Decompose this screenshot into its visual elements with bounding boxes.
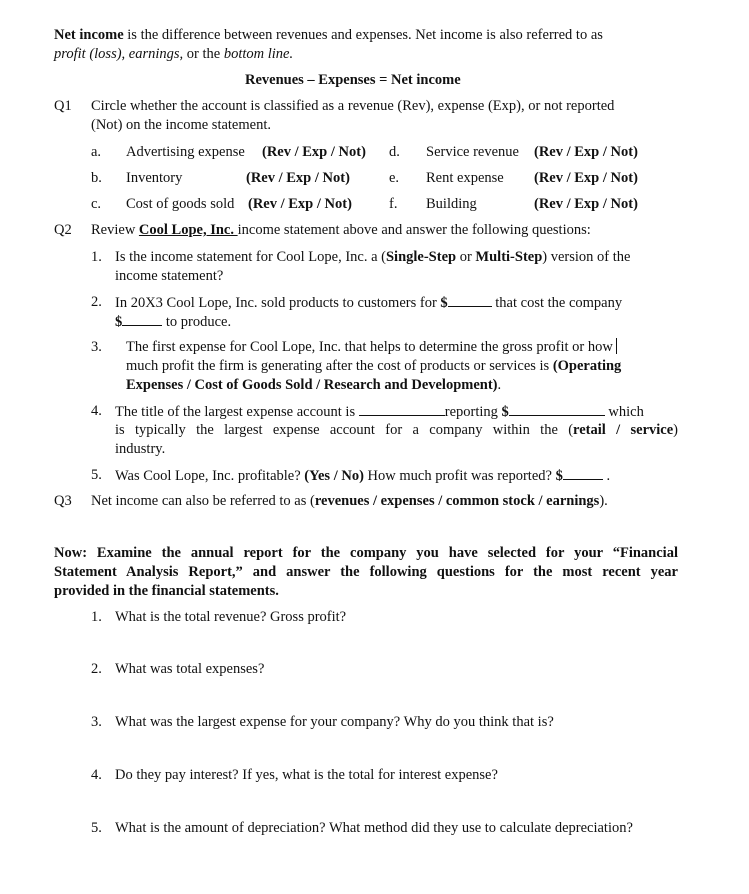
q1-item-a-options[interactable]: (Rev / Exp / Not) [262,144,366,160]
q1-item-f-label: Building [426,196,477,212]
q1-number: Q1 [54,98,72,114]
q2-item-5-line: Was Cool Lope, Inc. profitable? (Yes / No) How much profit was reported? $ . [115,468,611,484]
q2-item-2-line-2: $ to produce. [115,314,232,330]
net-income-synonym-options[interactable]: revenues / expenses / common stock / earnings [314,493,600,509]
text-cursor [616,338,617,354]
q2-item-1-number: 1. [91,249,102,265]
q1-item-e-letter: e. [389,170,400,186]
now-question-5-number: 5. [91,820,102,836]
expense-options[interactable]: Expenses / Cost of Goods Sold / Research and Development) [126,377,498,393]
q2-item-3-line-3: Expenses / Cost of Goods Sold / Research and Development). [126,377,502,393]
q2-item-4-number: 4. [91,403,102,419]
profit-amount-blank[interactable] [563,466,603,480]
net-income-term: Net income [54,27,124,43]
q2-item-2-line-1: In 20X3 Cool Lope, Inc. sold products to customers for $ that cost the company [115,295,623,311]
q1-item-e-options[interactable]: (Rev / Exp / Not) [534,170,638,186]
q1-item-b-letter: b. [91,170,102,186]
now-question-1-number: 1. [91,609,102,625]
intro-line-2: profit (loss), earnings, or the bottom line. [54,46,294,62]
q3-line: Net income can also be referred to as (revenues / expenses / common stock / earnings). [91,493,608,509]
intro-line-1: Net income is the difference between revenues and expenses. Net income is also referred to as [54,27,603,43]
q1-item-d-options[interactable]: (Rev / Exp / Not) [534,144,638,160]
q1-item-a-letter: a. [91,144,102,160]
q1-item-d-letter: d. [389,144,400,160]
q2-item-1-line-2: income statement? [115,268,224,284]
net-income-equation: Revenues – Expenses = Net income [245,72,461,88]
sales-amount-blank[interactable] [448,293,492,307]
now-question-3: What was the largest expense for your company? Why do you think that is? [115,714,554,730]
q2-item-1-line-1: Is the income statement for Cool Lope, Inc. a (Single-Step or Multi-Step) version of the [115,249,631,265]
q1-item-b-label: Inventory [126,170,183,186]
q2-item-4-line-1: The title of the largest expense account is reporting $ which [115,404,644,420]
now-question-3-number: 3. [91,714,102,730]
q1-item-f-letter: f. [389,196,398,212]
now-question-2: What was total expenses? [115,661,265,677]
expense-amount-blank[interactable] [509,402,605,416]
now-question-5: What is the amount of depreciation? What method did they use to calculate depreciation? [115,820,633,836]
expense-title-blank[interactable] [359,402,445,416]
q1-item-d-label: Service revenue [426,144,519,160]
q2-item-3-line-2: much profit the firm is generating after the cost of products or services is (Operating [126,358,622,374]
q2-item-2-number: 2. [91,294,102,310]
q1-instruction-2: (Not) on the income statement. [91,117,271,133]
now-heading-line-1: Now: Examine the annual report for the company you have selected for your “Financial [54,545,678,561]
q1-item-e-label: Rent expense [426,170,504,186]
company-name: Cool Lope, Inc. [138,222,238,238]
q2-item-3-line-1: The first expense for Cool Lope, Inc. that helps to determine the gross profit or how [126,338,617,356]
single-step-option[interactable]: Single-Step [385,249,457,265]
q2-instruction: Review Cool Lope, Inc. income statement above and answer the following questions: [91,222,591,238]
q2-number: Q2 [54,222,72,238]
now-question-2-number: 2. [91,661,102,677]
q1-instruction-1: Circle whether the account is classified as a revenue (Rev), expense (Exp), or not reported [91,98,615,114]
q3-number: Q3 [54,493,72,509]
yes-no-option[interactable]: (Yes / No) [304,468,364,484]
q1-item-f-options[interactable]: (Rev / Exp / Not) [534,196,638,212]
q1-item-c-options[interactable]: (Rev / Exp / Not) [248,196,352,212]
q2-item-4-line-2: is typically the largest expense account for a company within the (retail / service) [115,422,678,438]
q2-item-4-line-3: industry. [115,441,166,457]
q2-item-3-number: 3. [91,339,102,355]
q1-item-c-label: Cost of goods sold [126,196,235,212]
q2-item-5-number: 5. [91,467,102,483]
q1-item-b-options[interactable]: (Rev / Exp / Not) [246,170,350,186]
q1-item-c-letter: c. [91,196,102,212]
now-question-4-number: 4. [91,767,102,783]
cost-amount-blank[interactable] [122,312,162,326]
retail-service-option[interactable]: retail / service [573,422,674,438]
now-question-1: What is the total revenue? Gross profit? [115,609,347,625]
now-heading-line-3: provided in the financial statements. [54,583,279,599]
now-heading-line-2: Statement Analysis Report,” and answer the following questions for the most recent year [54,564,678,580]
now-question-4: Do they pay interest? If yes, what is the total for interest expense? [115,767,498,783]
q1-item-a-label: Advertising expense [126,144,245,160]
multi-step-option[interactable]: Multi-Step [475,249,543,265]
